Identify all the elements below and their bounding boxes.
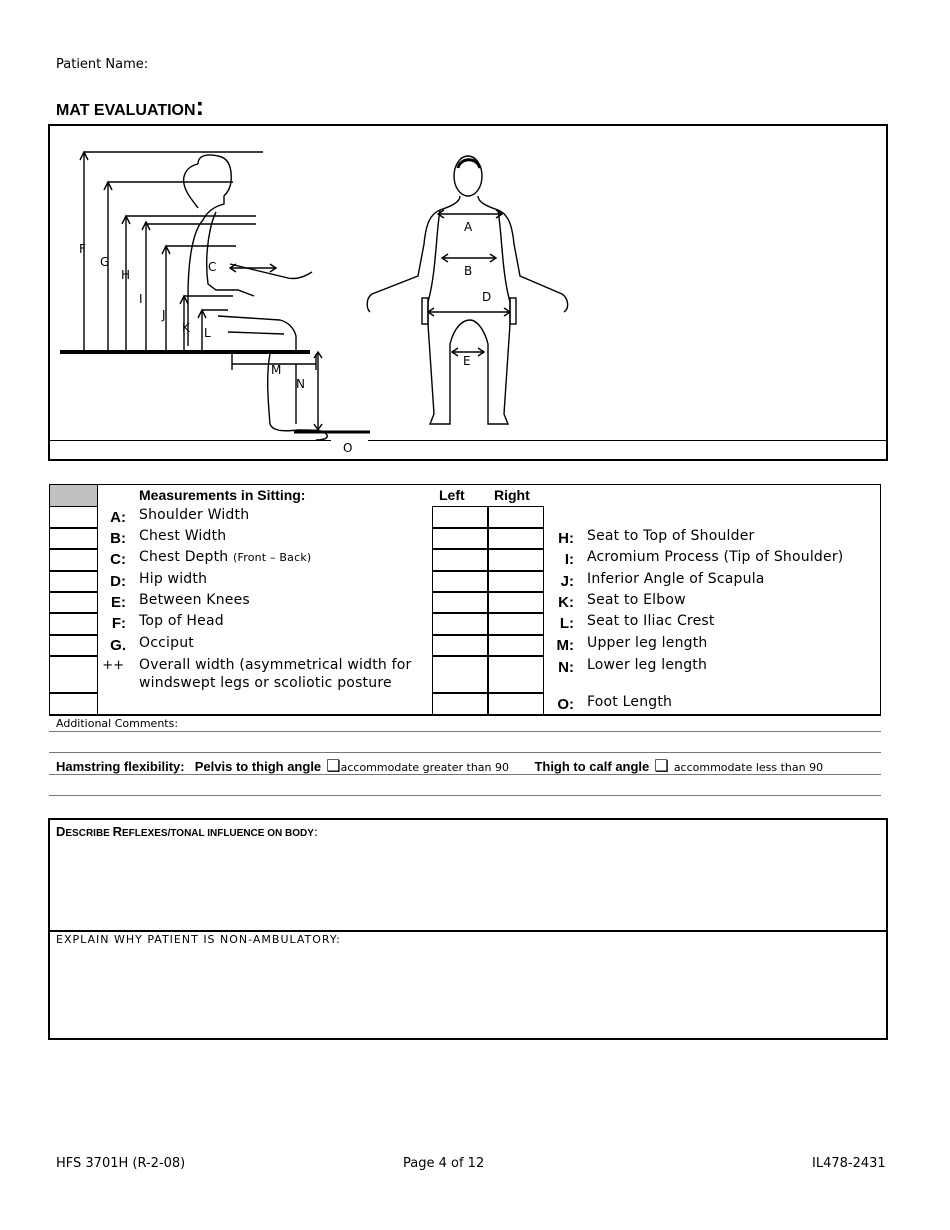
- body-measurement-diagram: [48, 124, 888, 461]
- value-f-left[interactable]: [432, 613, 489, 635]
- value-overall-right[interactable]: [488, 656, 544, 693]
- pelvis-checkbox[interactable]: ❑: [326, 756, 341, 775]
- item-iliac-crest: Seat to Iliac Crest: [587, 613, 715, 629]
- letter-l: L:: [559, 615, 574, 632]
- letter-a: A:: [110, 509, 126, 526]
- diagram-label-k: K: [182, 321, 190, 335]
- additional-comments-label: Additional Comments:: [56, 717, 179, 730]
- item-seat-to-shoulder: Seat to Top of Shoulder: [587, 528, 755, 544]
- checkbox-cell-g[interactable]: [49, 635, 98, 656]
- checkbox-cell-o[interactable]: [49, 693, 98, 715]
- item-shoulder-width: Shoulder Width: [139, 507, 250, 523]
- diagram-label-g: G: [100, 255, 110, 269]
- value-a-right[interactable]: [488, 506, 544, 528]
- diagram-label-d: D: [482, 290, 492, 304]
- table-header-shade: [50, 485, 97, 506]
- checkbox-cell-e[interactable]: [49, 592, 98, 613]
- letter-d: D:: [110, 573, 126, 590]
- left-column-label: Left: [439, 487, 465, 503]
- item-chest-width: Chest Width: [139, 528, 227, 544]
- non-ambulatory-input-area[interactable]: [50, 950, 886, 1038]
- value-a-left[interactable]: [432, 506, 489, 528]
- diagram-label-f: F: [79, 242, 86, 256]
- diagram-label-h: H: [121, 268, 131, 282]
- letter-i: I:: [564, 551, 574, 568]
- letter-f: F:: [111, 615, 126, 632]
- value-e-right[interactable]: [488, 592, 544, 613]
- value-f-right[interactable]: [488, 613, 544, 635]
- checkbox-cell-f[interactable]: [49, 613, 98, 635]
- footer-page-number: Page 4 of 12: [403, 1156, 485, 1171]
- footer-code: IL478-2431: [812, 1156, 886, 1171]
- item-seat-to-elbow: Seat to Elbow: [587, 592, 686, 608]
- item-top-of-head: Top of Head: [139, 613, 224, 629]
- value-d-right[interactable]: [488, 571, 544, 592]
- letter-o: O:: [557, 696, 574, 713]
- footer-form-id: HFS 3701H (R-2-08): [56, 1156, 186, 1171]
- measurements-heading: Measurements in Sitting:: [139, 487, 306, 503]
- chest-depth-note: (Front – Back): [233, 551, 312, 564]
- value-grid-divider: [487, 506, 489, 715]
- comments-line-1[interactable]: [49, 731, 881, 732]
- diagram-label-m: M: [271, 363, 282, 377]
- hamstring-line-2: [49, 795, 881, 796]
- item-overall-width: Overall width (asymmetrical width for: [139, 657, 412, 673]
- diagram-label-b: B: [464, 264, 473, 278]
- value-g-right[interactable]: [488, 635, 544, 656]
- value-o-left[interactable]: [432, 693, 489, 715]
- diagram-label-l: L: [204, 326, 211, 340]
- hamstring-row: Hamstring flexibility: Pelvis to thigh angle ❑accommodate greater than 90 Thigh to calf angle ❑ accommodate less than 90: [56, 756, 824, 775]
- value-d-left[interactable]: [432, 571, 489, 592]
- item-hip-width: Hip width: [139, 571, 208, 587]
- checkbox-cell-b[interactable]: [49, 528, 98, 549]
- reflexes-divider: [49, 930, 887, 932]
- letter-overall: ++: [102, 658, 124, 673]
- letter-b: B:: [110, 530, 126, 547]
- reflexes-input-area[interactable]: [50, 842, 886, 928]
- checkbox-cell-a[interactable]: [49, 506, 98, 528]
- value-g-left[interactable]: [432, 635, 489, 656]
- thigh-checkbox[interactable]: ❑: [654, 756, 669, 775]
- diagram-label-e: E: [463, 354, 471, 368]
- patient-name-label: Patient Name:: [56, 57, 149, 72]
- value-b-left[interactable]: [432, 528, 489, 549]
- value-o-right[interactable]: [488, 693, 544, 715]
- diagram-label-i: I: [139, 292, 143, 306]
- right-column-label: Right: [494, 487, 530, 503]
- item-chest-depth: Chest Depth (Front – Back): [139, 549, 312, 565]
- hamstring-line-1: [49, 774, 881, 775]
- diagram-label-c: C: [208, 260, 217, 274]
- item-between-knees: Between Knees: [139, 592, 250, 608]
- item-acromium: Acromium Process (Tip of Shoulder): [587, 549, 844, 565]
- diagram-label-j: J: [162, 308, 166, 322]
- checkbox-cell-c[interactable]: [49, 549, 98, 571]
- mat-evaluation-title: MAT EVALUATION:: [56, 91, 205, 121]
- letter-g: G.: [110, 637, 126, 654]
- item-occiput: Occiput: [139, 635, 194, 651]
- letter-h: H:: [558, 530, 574, 547]
- value-overall-left[interactable]: [432, 656, 489, 693]
- item-overall-width-line2: windswept legs or scoliotic posture: [139, 675, 392, 691]
- item-upper-leg: Upper leg length: [587, 635, 708, 651]
- value-c-left[interactable]: [432, 549, 489, 571]
- diagram-label-n: N: [296, 377, 305, 391]
- value-b-right[interactable]: [488, 528, 544, 549]
- checkbox-cell-d[interactable]: [49, 571, 98, 592]
- value-e-left[interactable]: [432, 592, 489, 613]
- reflexes-label: DESCRIBE REFLEXES/TONAL INFLUENCE ON BODY:: [56, 824, 318, 839]
- item-scapula: Inferior Angle of Scapula: [587, 571, 765, 587]
- letter-j: J:: [560, 573, 574, 590]
- letter-e: E:: [111, 594, 126, 611]
- letter-n: N:: [558, 659, 574, 676]
- item-foot-length: Foot Length: [587, 694, 673, 710]
- diagram-label-a: A: [464, 220, 473, 234]
- checkbox-cell-overall[interactable]: [49, 656, 98, 693]
- value-c-right[interactable]: [488, 549, 544, 571]
- letter-k: K:: [558, 594, 574, 611]
- diagram-label-o: O: [343, 441, 353, 455]
- non-ambulatory-label: EXPLAIN WHY PATIENT IS NON-AMBULATORY:: [56, 933, 341, 946]
- item-lower-leg: Lower leg length: [587, 657, 708, 673]
- letter-c: C:: [110, 551, 126, 568]
- comments-line-2[interactable]: [49, 752, 881, 753]
- letter-m: M:: [556, 637, 574, 654]
